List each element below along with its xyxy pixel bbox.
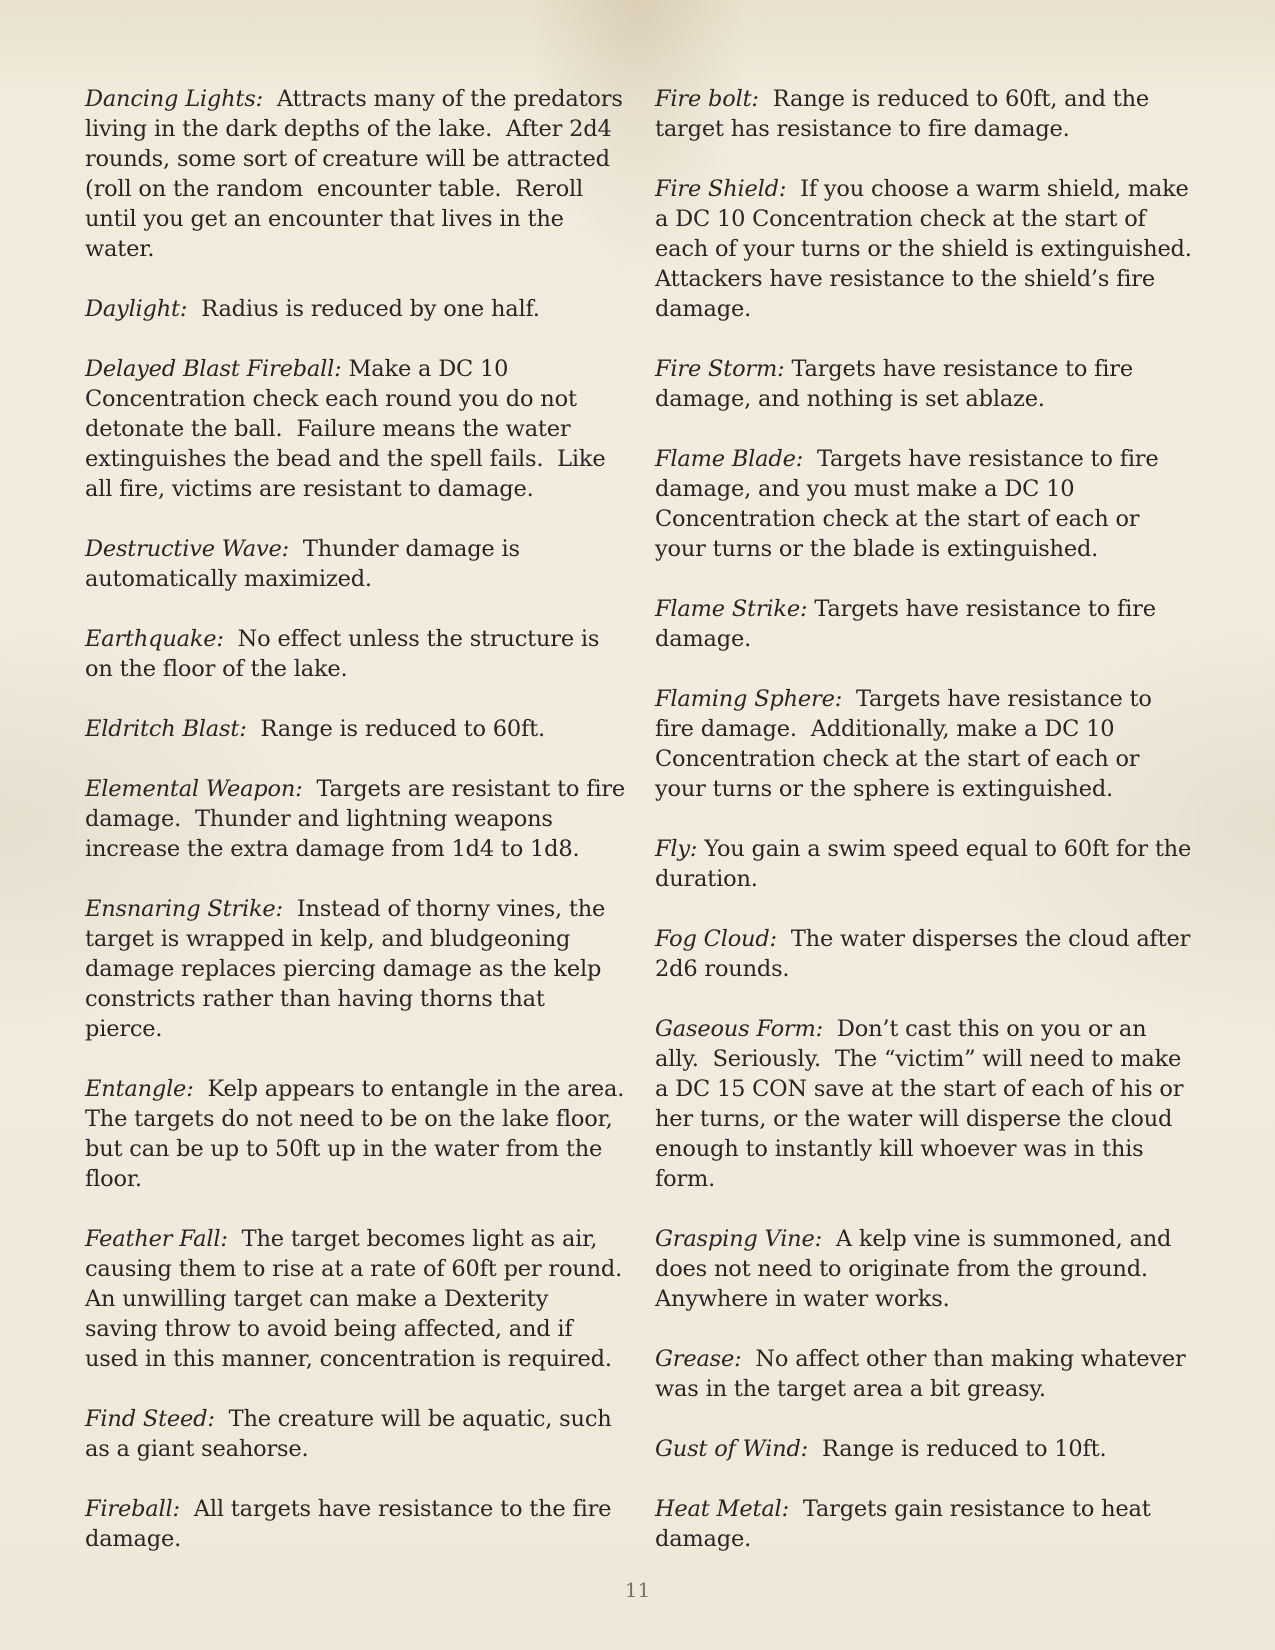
spell-entry [655, 1344, 1195, 1404]
spell-name-separator: : [795, 446, 804, 472]
spell-entry [85, 624, 625, 684]
spell-name: Gaseous Form [655, 1016, 816, 1042]
spell-entry [655, 834, 1199, 894]
spell-name: Fire Shield [655, 176, 779, 202]
spell-entry [655, 1014, 1195, 1194]
spell-description: Targets gain resistance to heat damage. [655, 1496, 1158, 1552]
spell-name: Daylight [85, 296, 180, 322]
spell-name: Dancing Lights [85, 86, 256, 112]
spell-name-separator: : [295, 776, 303, 802]
spell-entry [655, 1224, 1195, 1314]
spell-description: Kelp appears to entangle in the area. The targets do not need to be on the lake floor, but can be up to 50ft up in the water from the floor. [85, 1076, 639, 1192]
spell-name: Fire bolt [655, 86, 752, 112]
spell-name-separator: : [186, 1076, 194, 1102]
spell-description: Thunder damage is automatically maximized. [85, 536, 527, 592]
spell-description: All targets have resistance to the fire damage. [85, 1496, 619, 1552]
page-number: 11 [624, 1578, 651, 1602]
spell-description: Range is reduced to 60ft. [246, 716, 545, 742]
spell-entry [85, 1494, 625, 1554]
spell-entry [85, 714, 625, 744]
spell-name-separator: : [799, 596, 808, 622]
spell-entry [655, 684, 1195, 804]
spell-entry [85, 894, 625, 1044]
spell-description: Instead of thorny vines, the target is wrapped in kelp, and bludgeoning damage replaces piercing damage as the kelp constricts rather than having thorns that pierce. [85, 896, 613, 1042]
spell-description: Range is reduced to 10ft. [808, 1436, 1107, 1462]
spell-entry [655, 594, 1195, 654]
spell-name-separator: : [815, 1016, 823, 1042]
spell-description: No effect unless the structure is on the floor of the lake. [85, 626, 607, 682]
spell-description: Targets are resistant to fire damage. Thunder and lightning weapons increase the extra damage from 1d4 to 1d8. [85, 776, 632, 862]
spell-name: Delayed Blast Fireball [85, 356, 335, 382]
spell-name: Elemental Weapon [85, 776, 296, 802]
spell-entry [655, 354, 1195, 414]
spell-name: Gust of Wind [655, 1436, 801, 1462]
spell-name: Grasping Vine [655, 1226, 815, 1252]
spell-name: Entangle [85, 1076, 187, 1102]
spell-entry [655, 84, 1195, 144]
spell-name-separator: : [778, 176, 787, 202]
spell-name-separator: : [275, 896, 283, 922]
spell-name: Flame Blade [655, 446, 796, 472]
spell-description: Targets have resistance to fire damage, and nothing is set ablaze. [655, 356, 1140, 412]
spell-name: Heat Metal [655, 1496, 782, 1522]
spell-name-separator: : [751, 86, 759, 112]
spell-name-separator: : [216, 626, 224, 652]
spell-description: Attracts many of the predators living in the dark depths of the lake. After 2d4 rounds, some sort of creature will be attracted (roll on the random encounter table. Reroll until you get an encounter that lives in the water. [85, 86, 630, 262]
spell-name: Flaming Sphere [655, 686, 835, 712]
spell-name-separator: : [179, 296, 188, 322]
spell-name-separator: : [239, 716, 247, 742]
spell-description: The water disperses the cloud after 2d6 rounds. [655, 926, 1198, 982]
spell-name: Feather Fall [85, 1226, 221, 1252]
spell-name-separator: : [255, 86, 263, 112]
spell-description: Make a DC 10 Concentration check each round you do not detonate the ball. Failure means the water extinguishes the bead and the spell fails. Like all fire, victims are resistant to damage. [85, 356, 613, 502]
spell-name-separator: : [220, 1226, 228, 1252]
spell-entry [85, 294, 625, 324]
spell-description: Radius is reduced by one half. [187, 296, 540, 322]
spell-description: The creature will be aquatic, such as a giant seahorse. [85, 1406, 619, 1462]
spell-entry [655, 174, 1206, 324]
spell-entry [655, 444, 1195, 564]
spell-name: Earthquake [85, 626, 217, 652]
spell-name: Fireball [85, 1496, 173, 1522]
spell-description: You gain a swim speed equal to 60ft for the duration. [655, 836, 1199, 892]
spell-name: Fog Cloud [655, 926, 770, 952]
spell-name-separator: : [734, 1346, 742, 1372]
spell-name-separator: : [814, 1226, 822, 1252]
spell-name: Find Steed [85, 1406, 208, 1432]
spell-name: Fire Storm [655, 356, 778, 382]
spell-name: Fly [655, 836, 690, 862]
spell-description: A kelp vine is summoned, and does not need to originate from the ground. Anywhere in water works. [655, 1226, 1179, 1312]
spell-description: Targets have resistance to fire damage. Additionally, make a DC 10 Concentration check at the start of each or your turns or the sphere is extinguished. [655, 686, 1159, 802]
spell-entry [655, 1494, 1195, 1554]
spell-description: If you choose a warm shield, make a DC 10 Concentration check at the start of each of your turns or the shield is extinguished. Attackers have resistance to the shield’s fire damage. [655, 176, 1206, 322]
spell-entry [655, 924, 1198, 984]
spell-entry [85, 84, 630, 264]
spell-entry [85, 1404, 625, 1464]
spell-entry [85, 774, 632, 864]
left-column [85, 84, 639, 1584]
spell-name-separator: : [834, 686, 843, 712]
spell-description: Targets have resistance to fire damage. [655, 596, 1163, 652]
spell-description: No affect other than making whatever was in the target area a bit greasy. [655, 1346, 1193, 1402]
spell-name: Flame Strike [655, 596, 800, 622]
spell-description: Don’t cast this on you or an ally. Seriously. The “victim” will need to make a DC 15 CON save at the start of each of his or her turns, or the water will disperse the cloud enough to instantly kill whoever was in this form. [655, 1016, 1191, 1192]
spell-description: The target becomes light as air, causing them to rise at a rate of 60ft per round. An unwilling target can make a Dexterity saving throw to avoid being affected, and if used in this manner, concentration is required. [85, 1226, 636, 1372]
spell-entry [85, 1074, 639, 1194]
spell-name-separator: : [777, 356, 785, 382]
right-column [655, 84, 1206, 1584]
spell-name: Destructive Wave [85, 536, 282, 562]
spell-description: Targets have resistance to fire damage, and you must make a DC 10 Concentration check at the start of each or your turns or the blade is extinguished. [655, 446, 1166, 562]
spell-name-separator: : [769, 926, 777, 952]
spell-name: Ensnaring Strike [85, 896, 276, 922]
spell-name-separator: : [781, 1496, 789, 1522]
spell-description: Range is reduced to 60ft, and the target has resistance to fire damage. [655, 86, 1156, 142]
spell-name-separator: : [281, 536, 290, 562]
spell-name-separator: : [172, 1496, 180, 1522]
spell-name-separator: : [334, 356, 342, 382]
spell-entry [85, 1224, 636, 1374]
spell-name-separator: : [689, 836, 698, 862]
spell-name: Grease [655, 1346, 735, 1372]
spell-entry [85, 354, 625, 504]
spell-name: Eldritch Blast [85, 716, 240, 742]
spell-name-separator: : [207, 1406, 215, 1432]
spell-entry [655, 1434, 1195, 1464]
spell-entry [85, 534, 625, 594]
spell-name-separator: : [800, 1436, 809, 1462]
